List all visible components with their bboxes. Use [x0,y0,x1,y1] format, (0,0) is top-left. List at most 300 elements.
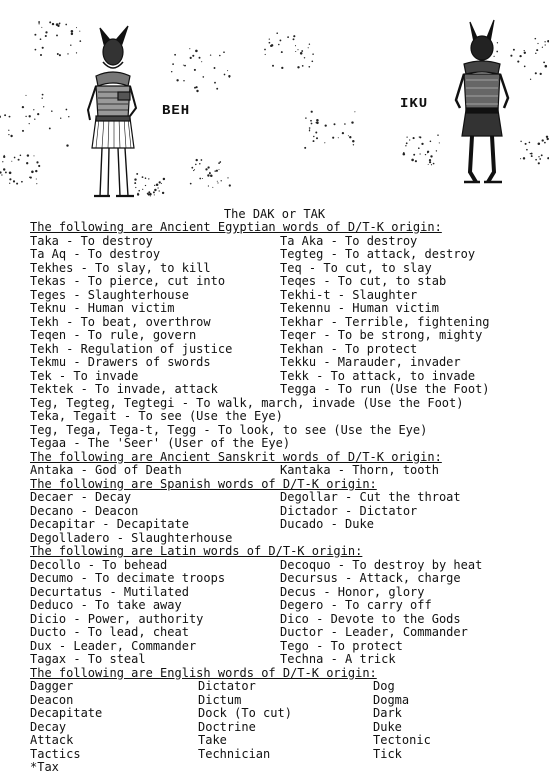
stipple-dot [201,61,202,62]
stipple-dot [293,38,295,40]
english-entry: Dog [373,680,395,693]
stipple-dot [9,183,10,184]
stipple-dot [36,178,37,179]
english-row [30,721,545,735]
stipple-dot [138,190,140,192]
egyptian-row [30,235,545,249]
stipple-dot [45,35,47,37]
egyptian-entry: Tekmu - Drawers of swords [30,356,211,369]
latin-row [30,572,545,586]
stipple-dot [191,167,193,169]
stipple-dot [219,161,221,163]
english-entry: Decapitate [30,707,103,720]
stipple-dot [194,69,196,71]
stipple-dot [278,44,280,46]
stipple-dot [351,121,353,123]
stipple-dot [52,23,54,25]
stipple-dot [195,50,198,53]
english-entry: Dock (To cut) [198,707,292,720]
stipple-dot [297,49,298,50]
stipple-dot [510,55,512,57]
stipple-dot [529,142,531,144]
stipple-dot [313,136,314,137]
stipple-dot [218,169,219,170]
stipple-dot [3,168,5,170]
stipple-dot [542,47,543,48]
egyptian-entry: Tekh - Regulation of justice [30,342,233,356]
stipple-dot [205,168,207,170]
illustration [0,0,549,205]
stipple-dot [216,170,218,172]
stipple-dot [308,66,310,68]
stipple-dot [70,44,71,45]
stipple-dot [300,52,303,55]
stipple-dot [209,172,211,174]
stipple-dot [207,166,209,168]
stipple-dot [293,35,295,37]
stipple-dot [419,153,420,154]
stipple-dot [29,123,30,124]
spanish-entry: Dictador - Dictator [280,504,418,518]
stipple-dot [67,53,68,54]
latin-row [30,586,545,600]
stipple-dot [199,163,201,165]
stipple-dot [276,32,278,34]
latin-row [30,653,545,667]
stipple-dot [229,76,230,77]
latin-entry: Tagax - To steal [30,653,146,666]
stipple-dot [11,161,12,162]
stipple-dot [22,130,24,132]
stipple-dot [311,60,313,62]
spanish-entry: Decapitar - Decapitate [30,518,189,531]
stipple-dot [519,55,521,57]
stipple-dot [539,158,541,160]
stipple-dot [208,185,209,186]
stipple-dot [229,184,231,186]
stipple-dot [59,23,61,25]
stipple-dot [163,178,165,180]
latin-row [30,640,545,654]
stipple-dot [212,187,213,188]
egyptian-entry: Teqen - To rule, govern [30,329,197,342]
stipple-dot [20,155,22,157]
beh-figure [88,26,136,196]
stipple-dot [137,193,139,195]
latin-entry: Degero - To carry off [280,599,432,612]
beh-caption: BEH [162,103,191,119]
english-entry: *Tax [30,761,59,774]
latin-entry: Dux - Leader, Commander [30,639,197,653]
stipple-dot [542,139,544,141]
stipple-dot [295,51,296,52]
stipple-dot [302,65,304,67]
stipple-dot [176,79,178,81]
stipple-dot [429,159,431,161]
stipple-dot [535,159,537,161]
stipple-dot [202,76,204,78]
stipple-dot [418,147,420,149]
egyptian-full-line: Teg, Tegteg, Tegtegi - To walk, march, invade (Use the Foot) [30,395,464,410]
stipple-dot [51,110,53,112]
stipple-dot [538,162,540,164]
stipple-dot [157,187,158,188]
stipple-dot [42,98,43,99]
english-row [30,734,545,748]
stipple-dot [153,191,155,193]
stipple-dot [425,154,426,155]
stipple-dot [538,156,539,157]
egyptian-entry: Tektek - To invade, attack [30,383,218,396]
stipple-dot [8,130,9,131]
stipple-dot [316,122,318,124]
egyptian-full-line: Teg, Tega, Tega-t, Tegg - To look, to see (Use the Eye) [30,422,428,437]
stipple-dot [536,49,538,51]
stipple-dot [16,183,18,185]
stipple-dot [172,63,174,65]
egyptian-row [30,302,545,316]
egyptian-rows [30,235,545,451]
stipple-dot [545,44,546,45]
english-entry: Tick [373,747,402,761]
stipple-dot [415,160,417,162]
sanskrit-entry: Kantaka - Thorn, tooth [280,464,439,477]
stipple-dot [344,123,346,125]
stipple-dot [134,182,136,184]
stipple-dot [71,33,73,35]
stipple-dot [281,51,283,53]
stipple-dot [29,177,30,178]
stipple-dot [8,134,9,135]
stipple-dot [76,27,77,28]
stipple-dot [287,36,289,38]
egyptian-row [30,356,545,370]
stipple-dot [184,65,186,67]
latin-entry: Dicio - Power, authority [30,612,204,626]
stipple-dot [301,50,303,52]
stipple-dot [42,47,44,49]
stipple-dot [494,56,495,57]
stipple-dot [9,172,12,175]
stipple-dot [406,142,408,144]
stipple-dot [136,173,138,175]
stipple-dot [437,134,439,136]
stipple-dot [71,30,74,33]
stipple-dot [353,144,354,145]
stipple-dot [312,53,314,55]
english-row [30,748,545,762]
stipple-dot [227,177,228,178]
spanish-entry: Ducado - Duke [280,518,374,531]
latin-heading: The following are Latin words of D/T-K origin: [30,544,363,558]
english-entry: Decay [30,720,67,734]
stipple-dot [295,45,296,46]
stipple-dot [535,38,537,40]
stipple-dot [36,161,38,163]
stipple-dot [57,53,59,55]
egyptian-row [30,262,545,276]
stipple-dot [33,109,34,110]
english-row [30,694,545,708]
egyptian-heading: The following are Ancient Egyptian words of D/T-K origin: [30,220,442,234]
english-row [30,761,545,775]
stipple-dot [221,180,222,181]
stipple-dot [265,54,266,55]
stipple-dot [142,176,144,178]
stipple-dot [156,184,159,187]
stipple-dot [421,143,423,145]
stipple-dot [49,21,51,23]
page-title: The DAK or TAK [223,207,326,221]
stipple-dot [497,42,498,43]
stipple-dot [269,38,270,39]
stipple-dot [524,52,526,54]
stipple-dot [9,178,11,180]
stipple-dot [227,70,228,71]
stipple-dot [22,106,24,108]
stipple-dot [264,49,266,51]
stipple-dot [210,175,213,178]
stipple-dot [31,171,34,174]
stipple-dot [214,170,215,171]
stipple-dot [540,73,542,75]
stipple-dot [223,51,225,53]
stipple-dot [210,54,211,55]
stipple-dot [409,139,410,140]
stipple-dot [214,67,216,69]
egyptian-entry: Tekhar - Terrible, fightening [280,315,490,329]
stipple-dot [3,156,5,158]
egyptian-entry: Tekennu - Human victim [280,302,439,315]
stipple-dot [405,145,406,146]
latin-entry: Ducto - To lead, cheat [30,626,189,639]
stipple-dot [431,164,432,165]
english-entry: Dictum [198,693,242,707]
stipple-dot [342,132,344,134]
egyptian-entry: Taka - To destroy [30,234,153,248]
stipple-dot [33,155,34,156]
stipple-dot [134,178,136,180]
stipple-dot [544,142,546,144]
stipple-dot [545,65,548,68]
stipple-dot [530,153,531,154]
stipple-dot [13,180,15,182]
stipple-dot [541,154,543,156]
stipple-dot [525,143,527,145]
stipple-dot [145,177,147,179]
english-entry: Tactics [30,747,81,761]
stipple-dot [524,66,526,68]
stipple-dot [338,137,339,138]
stipple-dot [26,162,28,164]
stipple-dot [60,118,61,119]
stipple-dot [194,169,195,170]
stipple-dot [271,44,273,46]
spanish-entry: Degolladero - Slaughterhouse [30,531,233,545]
stipple-dot [195,164,197,166]
egyptian-entry: Teknu - Human victim [30,302,175,315]
latin-entry: Deduco - To take away [30,599,182,612]
english-entry: Doctrine [198,720,256,734]
stipple-dot [4,114,6,116]
latin-row [30,599,545,613]
latin-row [30,559,545,573]
stipple-dot [196,90,198,92]
stipple-dot [543,61,545,63]
stipple-dot [34,119,35,120]
spanish-entry: Degollar - Cut the throat [280,491,461,504]
english-row [30,707,545,721]
english-entry: Dogma [373,693,410,707]
egyptian-entry: Tekhi-t - Slaughter [280,288,418,302]
stipple-dot [315,132,317,134]
stipple-dot [2,161,3,162]
latin-entry: Decumo - To decimate troops [30,572,226,585]
latin-entry: Tego - To protect [280,639,403,653]
stipple-dot [332,137,334,139]
stipple-dot [142,189,143,190]
stipple-dot [79,31,80,32]
stipple-dot [308,47,309,48]
egyptian-row [30,248,545,262]
stipple-dot [190,183,192,185]
egyptian-row [30,316,545,330]
english-entry: Duke [373,720,402,734]
english-entry: Take [198,734,227,747]
latin-row [30,626,545,640]
stipple-dot [5,171,7,173]
spanish-heading: The following are Spanish words of D/T-K origin: [30,476,377,491]
stipple-dot [199,57,201,59]
english-entry: Dark [373,707,402,720]
stipple-dot [269,42,271,44]
stipple-dot [428,164,429,165]
spanish-row [30,518,545,532]
egyptian-row [30,329,545,343]
stipple-dot [496,51,498,53]
stipple-dot [439,142,440,143]
stipple-dot [517,61,519,63]
stipple-dot [79,40,81,42]
stipple-dot [216,88,218,90]
stipple-dot [304,147,306,149]
sanskrit-heading: The following are Ancient Sanskrit words of D/T-K origin: [30,449,442,464]
stipple-dot [201,159,203,161]
stipple-dot [207,174,209,176]
stipple-dot [35,170,37,172]
stipple-dot [27,154,29,156]
stipple-dot [297,66,299,68]
stipple-dot [427,152,428,153]
stipple-dot [65,24,67,26]
stipple-dot [38,21,40,23]
stipple-dot [29,115,31,117]
stipple-dot [272,65,274,67]
stipple-dot [406,136,407,137]
stipple-dot [530,79,531,80]
stipple-dot [1,174,2,175]
egyptian-entry: Tekk - To attack, to invade [280,369,476,383]
stipple-dot [524,50,525,51]
stipple-dot [18,159,20,161]
egyptian-full-line: Tegaa - The 'Seer' (User of the Eye) [30,436,291,450]
iku-caption: IKU [400,96,429,112]
egyptian-entry: Tek - To invade [30,369,139,383]
stipple-dot [66,109,68,111]
egyptian-entry: Ta Aq - To destroy [30,248,161,261]
stipple-dot [311,123,313,125]
stipple-dot [526,149,528,151]
stipple-dot [66,144,68,146]
stipple-dot [520,141,521,142]
english-entry: Technician [198,747,271,761]
egyptian-row [30,343,545,357]
stipple-dot [154,185,155,186]
stipple-dot [190,57,192,59]
stipple-dot [9,116,11,118]
stipple-dot [41,27,42,28]
stipple-dot [325,124,327,126]
stipple-dot [520,158,521,159]
stipple-dot [40,38,42,40]
spanish-entry: Decaer - Decay [30,491,132,504]
stipple-dot [154,194,155,195]
stipple-dot [148,194,150,196]
stipple-dot [145,185,146,186]
english-entry: Attack [30,734,74,747]
stipple-dot [148,191,150,193]
stipple-dot [36,183,37,184]
stipple-dot [348,135,349,136]
stipple-dot [311,111,313,113]
spanish-entry [280,532,545,546]
english-entry: Dictator [198,680,256,693]
stipple-dot [159,181,161,183]
latin-entry: Dico - Devote to the Gods [280,612,461,626]
stipple-dot [354,111,355,112]
stipple-dot [183,80,184,81]
word-list-body [30,221,545,775]
stipple-dot [313,140,315,142]
stipple-dot [68,116,69,117]
english-entry [373,761,545,775]
spanish-entry: Decano - Deacon [30,504,139,518]
spanish-row [30,505,545,519]
stipple-dot [219,55,221,57]
stipple-dot [174,54,176,56]
stipple-dot [76,52,77,53]
latin-entry: Decurtatus - Mutilated [30,585,189,599]
stipple-dot [162,192,164,194]
stipple-dot [183,65,184,66]
stipple-dot [433,163,435,165]
stipple-dot [349,136,351,138]
stipple-dot [309,44,310,45]
egyptian-row [30,289,545,303]
stipple-dot [0,171,2,173]
egyptian-entry: Teges - Slaughterhouse [30,288,189,302]
stipple-dot [217,181,218,182]
egyptian-row [30,275,545,289]
egyptian-entry: Ta Aka - To destroy [280,234,418,248]
stipple-dot [513,49,515,51]
stipple-dot [281,67,283,69]
stipple-dot [224,74,226,76]
stipple-dot [202,178,203,179]
stipple-dot [196,159,198,161]
stipple-dot [531,153,533,155]
latin-entry: Decollo - To behead [30,558,168,572]
